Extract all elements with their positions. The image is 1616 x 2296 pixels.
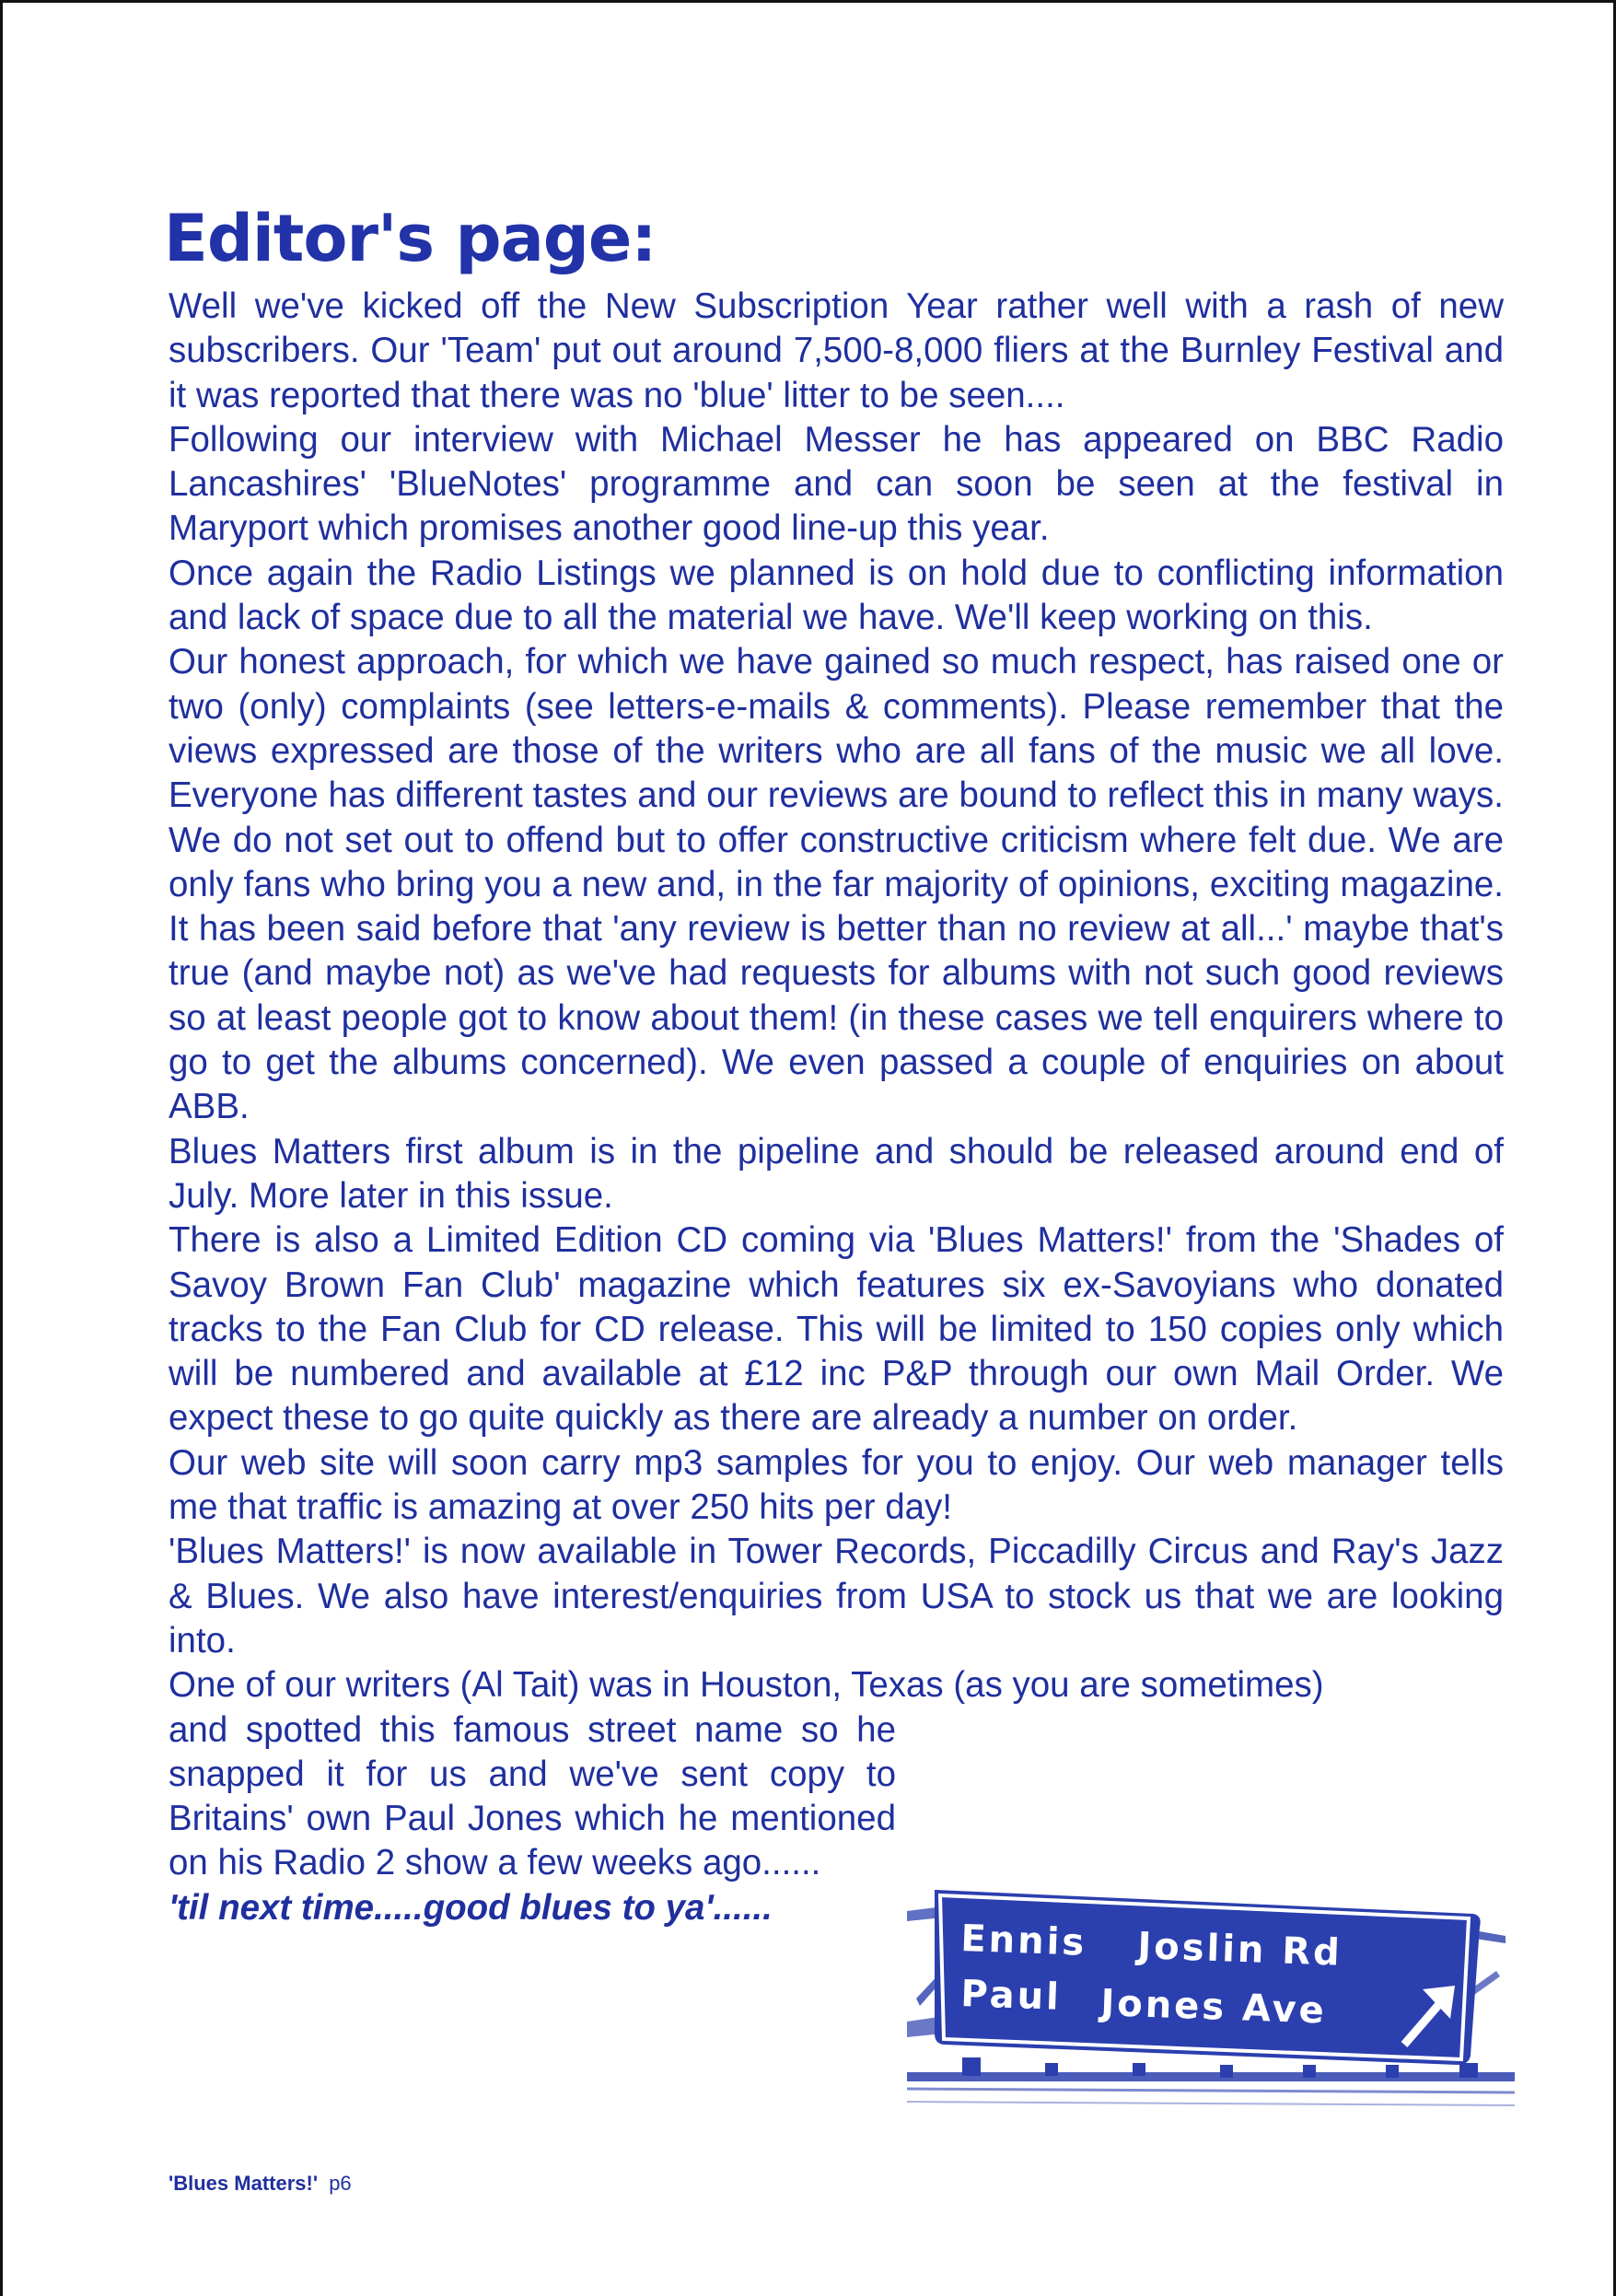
magazine-name: 'Blues Matters!' [169, 2172, 319, 2195]
page-title: Editor's page: [164, 201, 657, 276]
page-border-left [0, 0, 3, 2296]
paragraph: and spotted this famous street name so he snapped it for us and we've sent copy to Britains' own Paul Jones which he mentioned on his Radio 2 show a few weeks ago...... [169, 1709, 896, 1883]
paragraph: Our web site will soon carry mp3 samples for you to enjoy. Our web manager tells me that traffic is amazing at over 250 hits per day! [169, 1442, 1504, 1528]
page-footer [169, 2172, 352, 2196]
signoff: 'til next time.....good blues to ya'...... [169, 1887, 773, 1928]
street-sign-photo [907, 1860, 1515, 2114]
page-border-top [0, 0, 1616, 3]
paragraph: Well we've kicked off the New Subscription Year rather well with a rash of new subscribers. Our 'Team' put out around 7,500-8,000 fliers at the Burnley Festival and it was reported that there was no 'blue' litter to be seen.... [169, 286, 1504, 415]
paragraph: Our honest approach, for which we have gained so much respect, has raised one or two (only) complaints (see letters-e-mails & comments). Please remember that the views expressed are those of the writers who are all fans of the music we all love. Everyone has different tastes and our reviews are bound to reflect this in many ways. We do not set out to offend but to offer constructive criticism where felt due. We are only fans who bring you a new and, in the far majority of opinions, exciting magazine. It has been said before that 'any review is better than no review at all...' maybe that's true (and maybe not) as we've had requests for albums with not such good reviews so at least people got to know about them! (in these cases we tell enquirers where to go to get the albums concerned). We even passed a couple of enquiries on about ABB. [169, 642, 1504, 1127]
paragraph: There is also a Limited Edition CD coming via 'Blues Matters!' from the 'Shades of Savoy Brown Fan Club' magazine which features six ex-Savoyians who donated tracks to the Fan Club for CD release. This will be limited to 150 copies only which will be numbered and available at £12 inc P&P through our own Mail Order. We expect these to go quite quickly as there are already a number on order. [169, 1220, 1504, 1439]
sign-text-2-left: Paul [959, 1973, 1063, 2019]
paragraph: Once again the Radio Listings we planned is on hold due to conflicting information and lack of space due to all the material we have. We'll keep working on this. [169, 553, 1504, 638]
paragraph-first-line: One of our writers (Al Tait) was in Houston, Texas (as you are sometimes) [169, 1665, 1324, 1706]
sign-text-1-left: Ennis [959, 1917, 1087, 1964]
article-body [169, 285, 1504, 1930]
page-number: p6 [329, 2172, 352, 2195]
sign-text-2-right: Jones Ave [1099, 1982, 1328, 2033]
sign-text-1-right: Joslin Rd [1136, 1925, 1343, 1975]
paragraph: Following our interview with Michael Messer he has appeared on BBC Radio Lancashires' 'BlueNotes' programme and can soon be seen at the festival in Maryport which promises another good line-up this year. [169, 419, 1504, 549]
paragraph: Blues Matters first album is in the pipeline and should be released around end of July. More later in this issue. [169, 1131, 1504, 1216]
paragraph: 'Blues Matters!' is now available in Tower Records, Piccadilly Circus and Ray's Jazz & Blues. We also have interest/enquiries from USA to stock us that we are looking into. [169, 1532, 1504, 1661]
